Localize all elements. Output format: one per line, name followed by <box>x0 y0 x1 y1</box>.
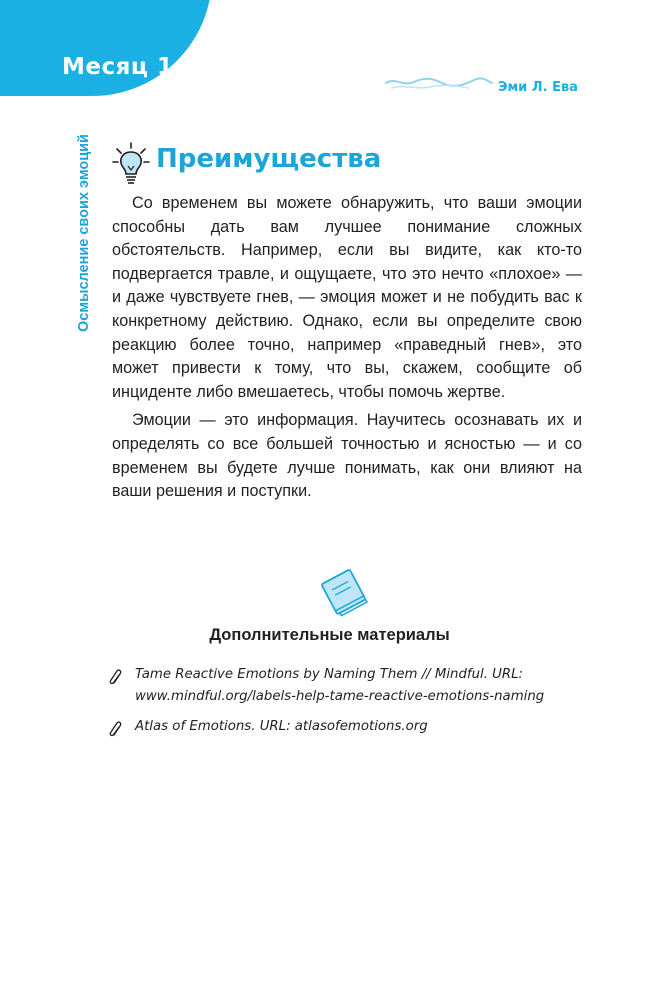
resource-text: Tame Reactive Emotions by Naming Them // Mindful. URL: www.mindful.org/labels-help-tame-reactive-emotions-naming <box>135 667 545 704</box>
resource-text: Atlas of Emotions. URL: atlasofemotions.org <box>135 719 428 734</box>
list-item <box>108 664 588 708</box>
month-label: Месяц 1 <box>62 54 174 80</box>
body-text <box>112 192 582 509</box>
paragraph: Эмоции — это информация. Научитесь осознавать их и определять со все большей точностью и ясностью — и со временем вы будете лучше понимать, как они влияют на ваши решения и поступки. <box>112 411 582 501</box>
paragraph: Со временем вы можете обнаружить, что ваши эмоции способны дать вам лучшее понимание сложных обстоятельств. Например, если вы видите, как кто-то подвергается травле, и ощущаете, что это нечто «плохое» — и даже чувствуете гнев, — эмоция может и не побудить вас к конкретному действию. Однако, если вы определите свою реакцию более точно, например «праведный гнев», это может привести к тому, что вы, скажем, сообщите об инциденте либо вмешаетесь, чтобы помочь жертве. <box>112 194 582 401</box>
resources-title: Дополнительные материалы <box>209 626 450 644</box>
decorative-squiggle-icon <box>384 74 494 94</box>
book-icon <box>314 565 372 617</box>
resources-list <box>108 664 588 746</box>
chapter-side-label: Осмысление своих эмоций <box>76 134 92 332</box>
author-name: Эми Л. Ева <box>498 80 578 95</box>
paperclip-icon <box>108 720 124 738</box>
lightbulb-icon <box>112 140 150 186</box>
section-title: Преимущества <box>156 144 382 174</box>
month-tab <box>0 0 212 96</box>
paperclip-icon <box>108 668 124 686</box>
list-item <box>108 716 588 738</box>
